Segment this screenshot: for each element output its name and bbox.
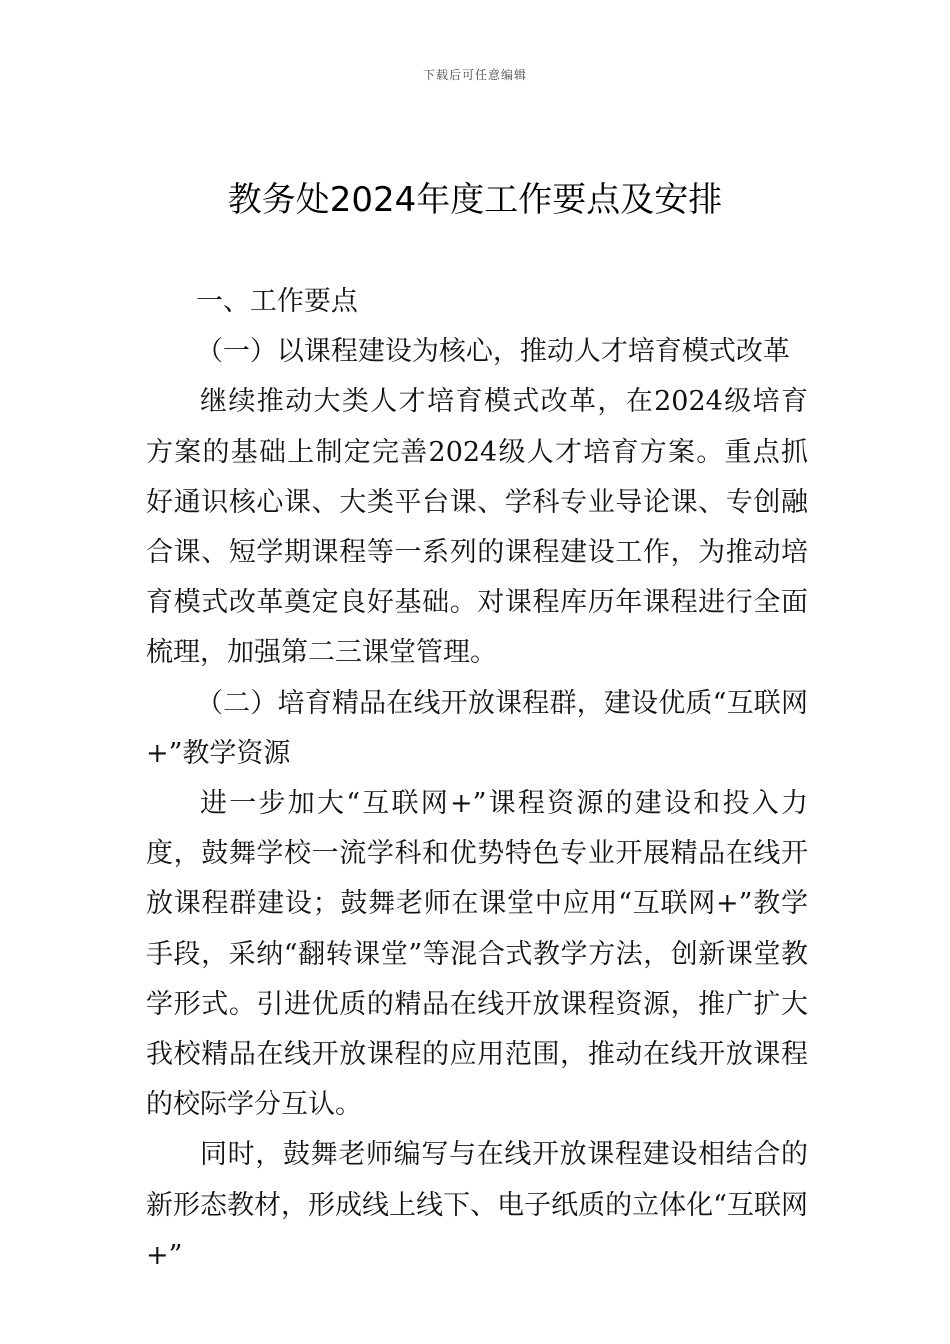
document-title: 教务处2024年度工作要点及安排 <box>227 180 723 220</box>
paragraph-online-courses: 进一步加大“互联网+”课程资源的建设和投入力度，鼓舞学校一流学科和优势特色专业开展精品在线开放课程群建设；鼓舞老师在课堂中应用“互联网+”教学手段，采纳“翻转课堂”等混合式教学方法，创新课堂教学形式。引进优质的精品在线开放课程资源，推广扩大我校精品在线开放课程的应用范围，推动在线开放课程的校际学分互认。 <box>146 788 808 1121</box>
paragraph-textbooks: 同时，鼓舞老师编写与在线开放课程建设相结合的新形态教材，形成线上线下、电子纸质的立体化“互联网+” <box>146 1139 808 1271</box>
section-heading-work-points: 一、工作要点 <box>195 286 358 317</box>
header-note: 下载后可任意编辑 <box>422 68 527 82</box>
subsection-heading-2: （二）培育精品在线开放课程群，建设优质“互联网+”教学资源 <box>146 687 808 769</box>
document-body <box>146 277 808 1281</box>
subsection-heading-1: （一）以课程建设为核心，推动人才培育模式改革 <box>195 336 790 368</box>
paragraph-course-reform: 继续推动大类人才培育模式改革，在2024级培育方案的基础上制定完善2024级人才培育方案。重点抓好通识核心课、大类平台课、学科专业导论课、专创融合课、短学期课程等一系列的课程建设工作，为推动培育模式改革奠定良好基础。对课程库历年课程进行全面梳理，加强第二三课堂管理。 <box>146 386 808 669</box>
